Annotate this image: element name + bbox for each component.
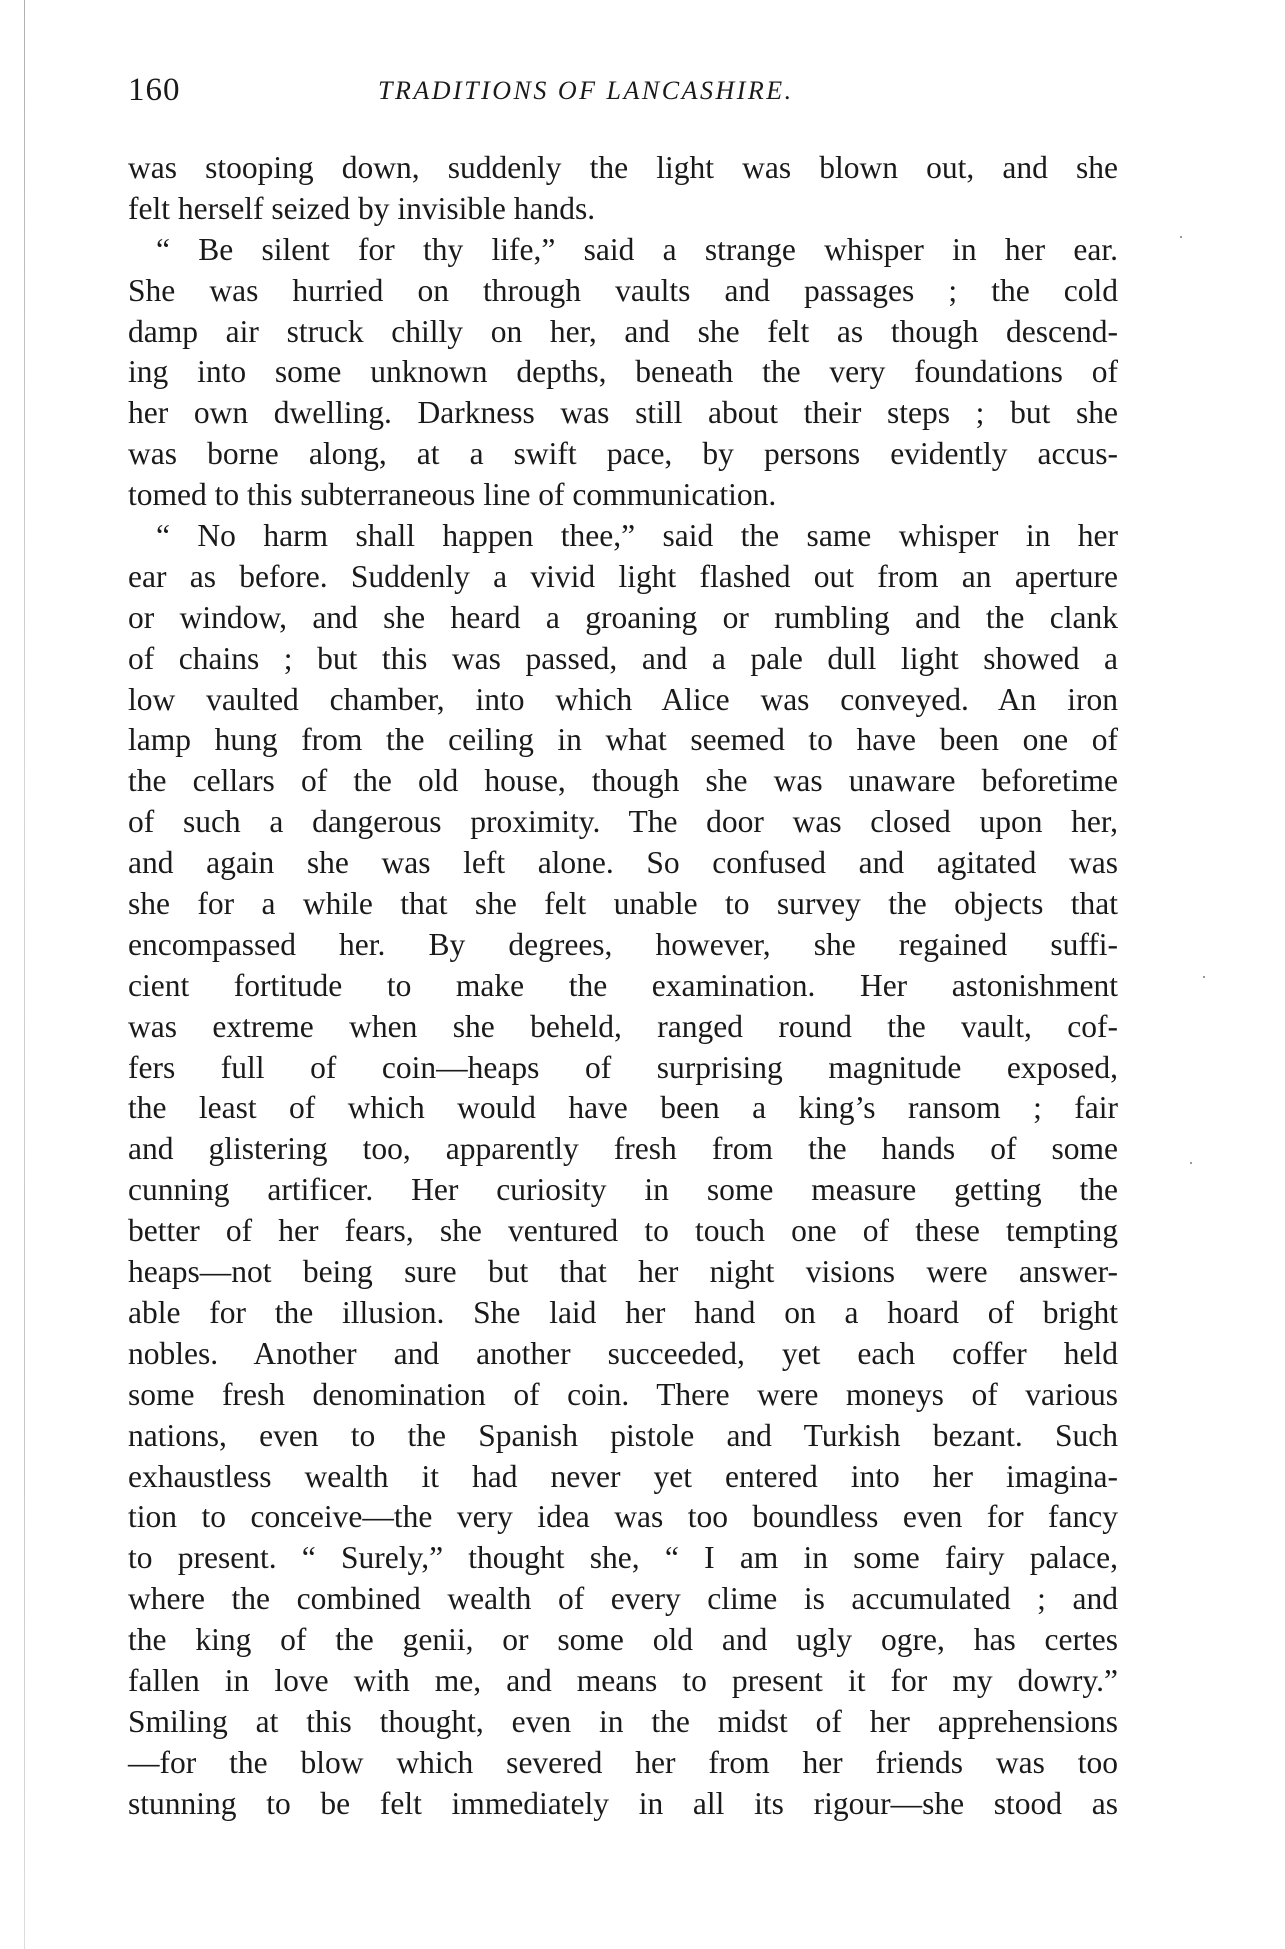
text-line: was borne along, at a swift pace, by persons evidently accus- xyxy=(128,436,1118,472)
text-line: and again she was left alone. So confused and agitated was xyxy=(128,845,1118,881)
text-line: ing into some unknown depths, beneath the very foundations of xyxy=(128,354,1118,390)
text-line: able for the illusion. She laid her hand on a hoard of bright xyxy=(128,1294,1118,1330)
text-line: lamp hung from the ceiling in what seemed to have been one of xyxy=(128,722,1118,758)
text-line: to present. “ Surely,” thought she, “ I am in some fairy palace, xyxy=(128,1540,1118,1576)
page-number: 160 xyxy=(128,72,181,108)
paper-speck xyxy=(1203,976,1205,978)
text-line: of such a dangerous proximity. The door was closed upon her, xyxy=(128,804,1118,840)
text-line: encompassed her. By degrees, however, she regained suffi- xyxy=(128,926,1118,962)
text-line: exhaustless wealth it had never yet entered into her imagina- xyxy=(128,1458,1118,1494)
text-line: tion to conceive—the very idea was too boundless even for fancy xyxy=(128,1499,1118,1535)
text-line: the king of the genii, or some old and ugly ogre, has certes xyxy=(128,1622,1118,1658)
text-line: heaps—not being sure but that her night visions were answer- xyxy=(128,1254,1118,1290)
page-gutter-edge xyxy=(24,0,25,1949)
running-head-title: TRADITIONS OF LANCASHIRE. xyxy=(378,76,794,105)
text-line: stunning to be felt immediately in all its rigour—she stood as xyxy=(128,1785,1118,1821)
text-line: was extreme when she beheld, ranged round the vault, cof- xyxy=(128,1008,1118,1044)
text-line: She was hurried on through vaults and passages ; the cold xyxy=(128,272,1118,308)
paper-speck xyxy=(1190,1162,1192,1164)
text-line: fallen in love with me, and means to present it for my dowry.” xyxy=(128,1662,1118,1698)
text-line: “ No harm shall happen thee,” said the same whisper in her xyxy=(156,518,1118,554)
text-line: Smiling at this thought, even in the midst of her apprehensions xyxy=(128,1703,1118,1739)
text-line: where the combined wealth of every clime is accumulated ; and xyxy=(128,1581,1118,1617)
text-line: nobles. Another and another succeeded, yet each coffer held xyxy=(128,1335,1118,1371)
text-line: “ Be silent for thy life,” said a strange whisper in her ear. xyxy=(156,231,1118,267)
text-line: —for the blow which severed her from her friends was too xyxy=(128,1744,1118,1780)
paper-speck xyxy=(1180,236,1182,238)
text-line: felt herself seized by invisible hands. xyxy=(128,190,596,226)
text-line: of chains ; but this was passed, and a pale dull light showed a xyxy=(128,640,1118,676)
text-line: ear as before. Suddenly a vivid light flashed out from an aperture xyxy=(128,558,1118,594)
text-line: nations, even to the Spanish pistole and Turkish bezant. Such xyxy=(128,1417,1118,1453)
text-line: the least of which would have been a king’s ransom ; fair xyxy=(128,1090,1118,1126)
running-head xyxy=(128,72,1118,122)
text-line: or window, and she heard a groaning or rumbling and the clank xyxy=(128,599,1118,635)
text-line: tomed to this subterraneous line of communication. xyxy=(128,477,777,513)
text-line: cient fortitude to make the examination. Her astonishment xyxy=(128,967,1118,1003)
text-line: damp air struck chilly on her, and she felt as though descend- xyxy=(128,313,1118,349)
text-line: low vaulted chamber, into which Alice was conveyed. An iron xyxy=(128,681,1118,717)
text-line: and glistering too, apparently fresh from the hands of some xyxy=(128,1131,1118,1167)
text-line: was stooping down, suddenly the light was blown out, and she xyxy=(128,150,1118,185)
text-line: fers full of coin—heaps of surprising magnitude exposed, xyxy=(128,1049,1118,1085)
text-line: her own dwelling. Darkness was still about their steps ; but she xyxy=(128,395,1118,431)
text-line: better of her fears, she ventured to touch one of these tempting xyxy=(128,1213,1118,1249)
text-line: cunning artificer. Her curiosity in some measure getting the xyxy=(128,1172,1118,1208)
text-line: she for a while that she felt unable to survey the objects that xyxy=(128,886,1118,922)
body-text xyxy=(128,148,1118,1825)
text-line: the cellars of the old house, though she was unaware beforetime xyxy=(128,763,1118,799)
text-line: some fresh denomination of coin. There were moneys of various xyxy=(128,1376,1118,1412)
